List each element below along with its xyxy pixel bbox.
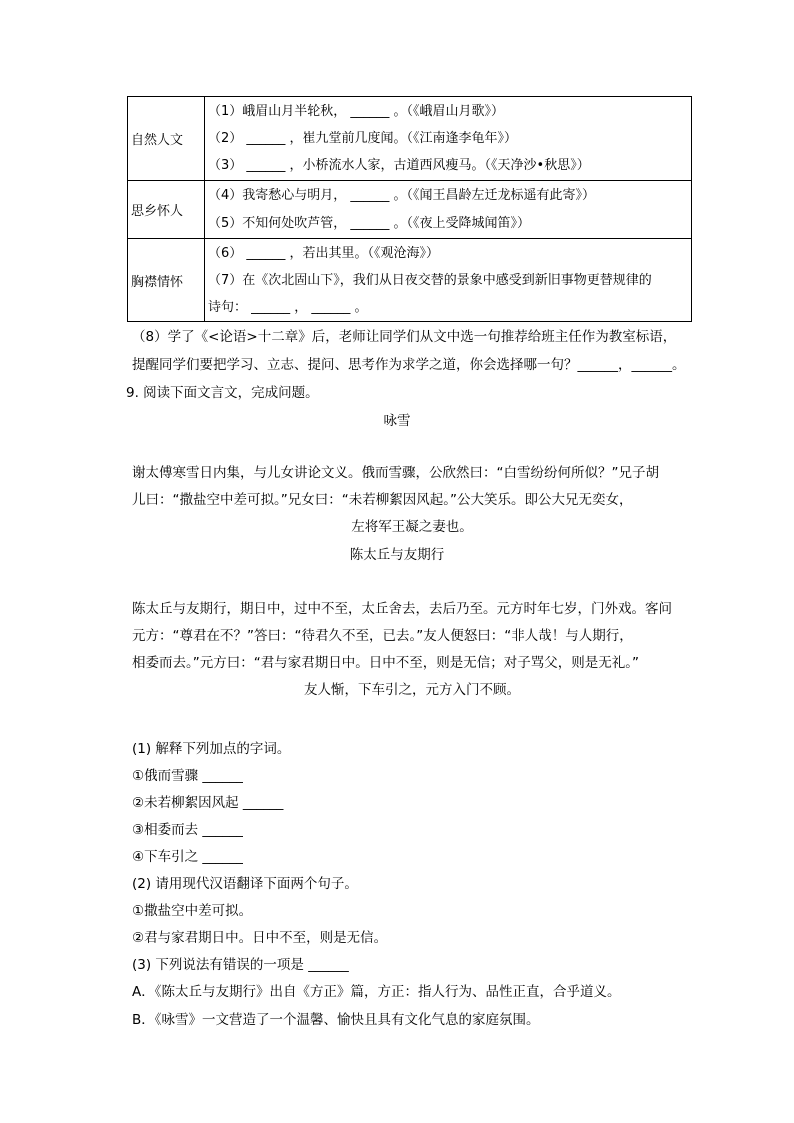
- option-a: A．《陈太丘与友期行》出自《方正》篇，方正：指人行为、品性正直，合乎道义。: [132, 984, 621, 1000]
- question-1-item-a: ①俄而雪骤 ______: [132, 768, 243, 784]
- poem-line: 诗句： ______ ， ______ 。: [208, 299, 368, 315]
- passage-line: 陈太丘与友期行，期日中，过中不至，太丘舍去，去后乃至。元方时年七岁，门外戏。客问: [132, 601, 672, 617]
- lines-cell: [205, 97, 692, 181]
- poem-table: [127, 96, 692, 322]
- question-2-prompt: (2) 请用现代汉语翻译下面两个句子。: [132, 876, 358, 892]
- table-row: [128, 239, 692, 322]
- question-3-prompt: (3) 下列说法有错误的一项是 ______: [132, 957, 349, 973]
- poem-line: （4）我寄愁心与明月， ______ 。（《闻王昌龄左迁龙标遥有此寄》）: [208, 187, 596, 203]
- question-1-item-d: ④下车引之 ______: [132, 849, 243, 865]
- question-8-line-2: 提醒同学们要把学习、立志、提问、思考作为求学之道，你会选择哪一句？______，______。: [132, 357, 686, 373]
- passage-line: 友人惭，下车引之，元方入门不顾。: [304, 682, 520, 698]
- lines-cell: [205, 239, 692, 322]
- passage-line: 相委而去。”元方曰：“君与家君期日中。日中不至，则是无信；对子骂父，则是无礼。”: [132, 655, 639, 671]
- poem-line: （7）在《次北固山下》，我们从日夜交替的景象中感受到新旧事物更替规律的: [208, 272, 652, 288]
- table-row: [128, 97, 692, 181]
- passage-2-title: 陈太丘与友期行: [349, 547, 445, 563]
- passage-1-title: 咏雪: [383, 413, 411, 429]
- passage-line: 左将军王凝之妻也。: [351, 519, 473, 535]
- category-cell: 胸襟情怀: [128, 239, 205, 322]
- passage-1-body: [132, 460, 692, 541]
- option-b: B．《咏雪》一文营造了一个温馨、愉快且具有文化气息的家庭氛围。: [132, 1012, 540, 1028]
- question-9-label: 9. 阅读下面文言文，完成问题。: [126, 385, 319, 401]
- passage-2-body: [132, 596, 692, 704]
- poem-line: （6） ______ ，若出其里。（《观沧海》）: [208, 245, 440, 261]
- category-cell: 自然人文: [128, 97, 205, 181]
- question-1-item-b: ②未若柳絮因风起 ______: [132, 795, 284, 811]
- question-2-item-a: ①撒盐空中差可拟。: [132, 903, 253, 919]
- table-row: [128, 181, 692, 239]
- question-1-prompt: (1) 解释下列加点的字词。: [132, 741, 291, 757]
- question-8-line-1: （8）学了《<论语>十二章》后，老师让同学们从文中选一句推荐给班主任作为教室标语，: [132, 329, 677, 345]
- question-2-item-b: ②君与家君期日中。日中不至，则是无信。: [132, 930, 388, 946]
- poem-line: （1）峨眉山月半轮秋， ______ 。（《峨眉山月歌》）: [208, 104, 505, 119]
- poem-line: （2） ______ ，崔九堂前几度闻。（《江南逢李龟年》）: [208, 131, 518, 146]
- passage-line: 谢太傅寒雪日内集，与儿女讲论文义。俄而雪骤，公欣然曰：“白雪纷纷何所似？”兄子胡: [132, 465, 659, 481]
- poem-line: （5）不知何处吹芦管， ______ 。（《夜上受降城闻笛》）: [208, 215, 531, 231]
- passage-line: 元方：“尊君在不？”答曰：“待君久不至，已去。”友人便怒曰：“非人哉！与人期行，: [132, 628, 633, 644]
- category-cell: 思乡怀人: [128, 181, 205, 239]
- question-1-item-c: ③相委而去 ______: [132, 822, 243, 838]
- poem-line: （3） ______ ，小桥流水人家，古道西风瘦马。（《天净沙•秋思》）: [208, 158, 590, 173]
- passage-line: 儿曰：“撒盐空中差可拟。”兄女曰：“未若柳絮因风起。”公大笑乐。即公大兄无奕女，: [132, 492, 633, 508]
- lines-cell: [205, 181, 692, 239]
